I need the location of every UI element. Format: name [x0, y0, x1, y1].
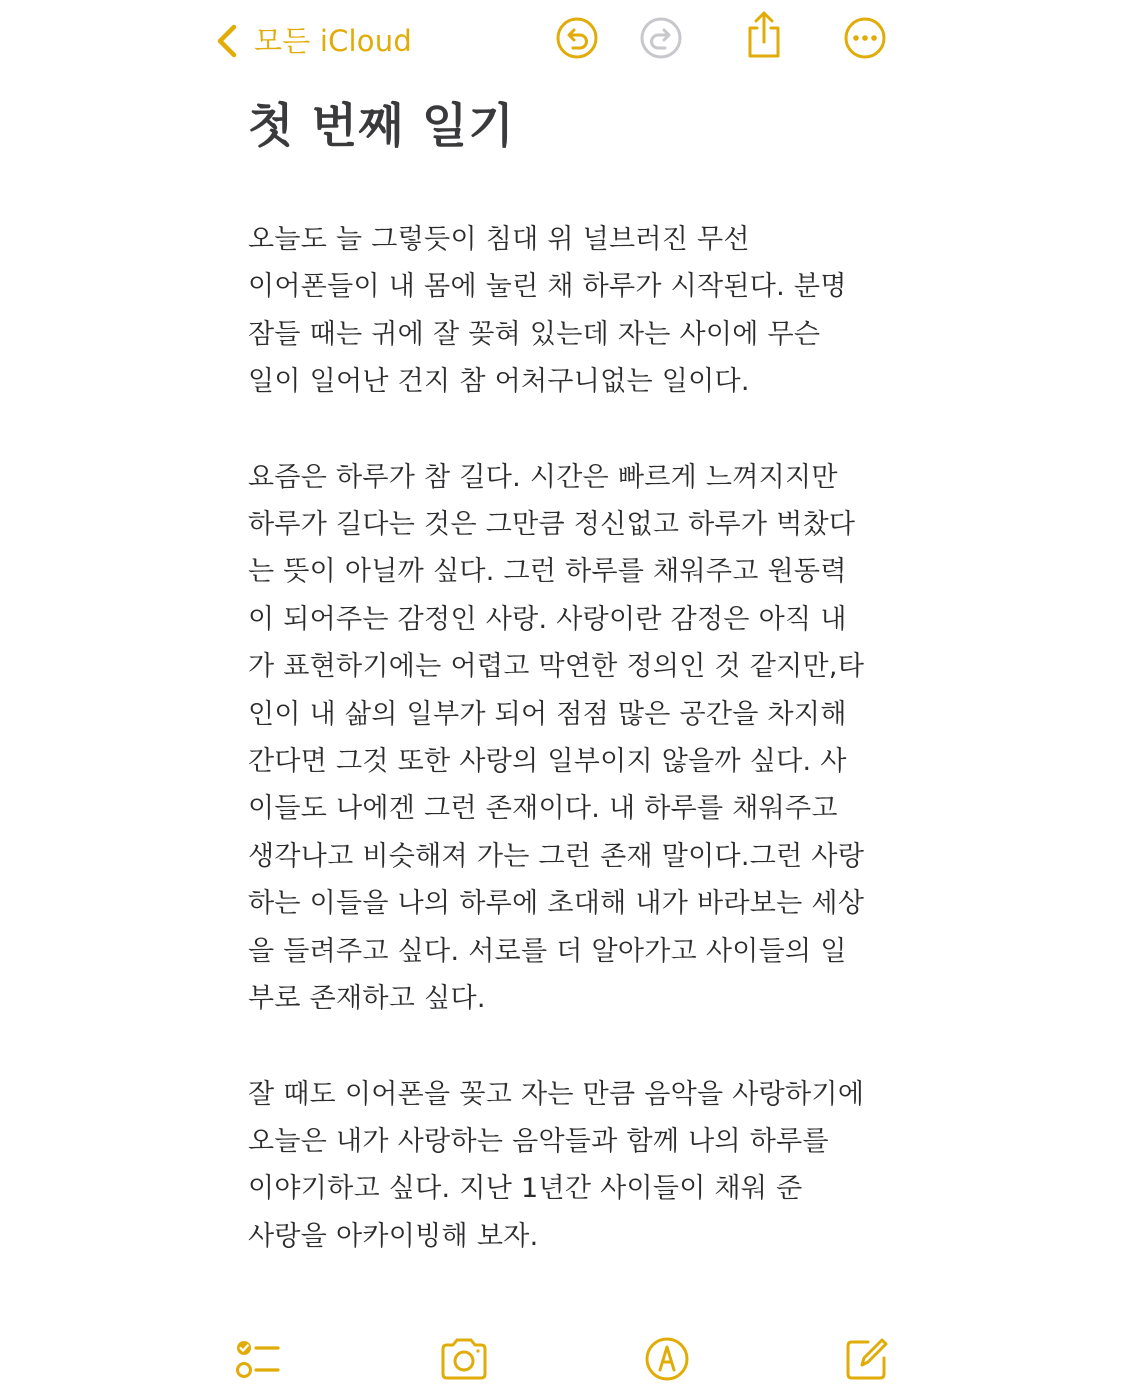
text-line: 이어폰들이 내 몸에 눌린 채 하루가 시작된다. 분명 — [248, 271, 847, 303]
note-paragraph — [248, 1071, 888, 1261]
note-title[interactable]: 첫 번째 일기 — [248, 99, 515, 154]
text-line: 간다면 그것 또한 사랑의 일부이지 않을까 싶다. 사 — [248, 746, 847, 778]
markup-button[interactable] — [640, 1334, 694, 1388]
text-line: 사랑을 아카이빙해 보자. — [248, 1220, 539, 1252]
text-line: 이야기하고 싶다. 지난 1년간 사이들이 채워 준 — [248, 1173, 803, 1205]
camera-button[interactable] — [437, 1334, 491, 1388]
text-line: 가 표현하기에는 어렵고 막연한 정의인 것 같지만,타 — [248, 651, 865, 683]
text-line: 부로 존재하고 싶다. — [248, 983, 486, 1015]
text-line: 오늘은 내가 사랑하는 음악들과 함께 나의 하루를 — [248, 1125, 829, 1157]
checklist-button[interactable] — [230, 1334, 284, 1388]
chevron-left-icon — [214, 21, 240, 61]
text-line: 요즘은 하루가 참 길다. 시간은 빠르게 느껴지지만 — [248, 461, 838, 493]
text-line: 잠들 때는 귀에 잘 꽂혀 있는데 자는 사이에 무슨 — [248, 318, 821, 350]
note-body[interactable] — [248, 216, 888, 1308]
camera-icon — [437, 1332, 491, 1390]
text-line: 을 들려주고 싶다. 서로를 더 알아가고 사이들의 일 — [248, 935, 847, 967]
note-paragraph — [248, 216, 888, 406]
undo-button[interactable] — [554, 17, 600, 63]
navigation-bar — [0, 0, 1121, 84]
redo-icon — [639, 16, 683, 64]
text-line: 하는 이들을 나의 하루에 초대해 내가 바라보는 세상 — [248, 888, 865, 920]
compose-button[interactable] — [840, 1334, 894, 1388]
compose-icon — [840, 1332, 894, 1390]
text-line: 생각나고 비슷해져 가는 그런 존재 말이다.그런 사랑 — [248, 840, 865, 872]
bottom-toolbar — [0, 1330, 1121, 1394]
text-line: 잘 때도 이어폰을 꽂고 자는 만큼 음악을 사랑하기에 — [248, 1078, 865, 1110]
share-button[interactable] — [741, 14, 787, 60]
back-button[interactable] — [214, 20, 412, 62]
share-icon — [742, 10, 786, 64]
note-paragraph — [248, 454, 888, 1023]
checklist-icon — [230, 1332, 284, 1390]
undo-icon — [555, 16, 599, 64]
redo-button[interactable] — [638, 17, 684, 63]
text-line: 하루가 길다는 것은 그만큼 정신없고 하루가 벅찼다 — [248, 509, 856, 541]
text-line: 일이 일어난 건지 참 어처구니없는 일이다. — [248, 366, 750, 398]
text-line: 이들도 나에겐 그런 존재이다. 내 하루를 채워주고 — [248, 793, 838, 825]
text-line: 오늘도 늘 그렇듯이 침대 위 널브러진 무선 — [248, 224, 750, 255]
ellipsis-circle-icon — [843, 16, 887, 64]
text-line: 인이 내 삶의 일부가 되어 점점 많은 공간을 차지해 — [248, 698, 847, 730]
back-button-label: 모든 iCloud — [254, 24, 412, 58]
more-button[interactable] — [842, 17, 888, 63]
text-line: 이 되어주는 감정인 사랑. 사랑이란 감정은 아직 내 — [248, 603, 847, 635]
pen-tip-icon — [640, 1332, 694, 1390]
text-line: 는 뜻이 아닐까 싶다. 그런 하루를 채워주고 원동력 — [248, 556, 847, 588]
